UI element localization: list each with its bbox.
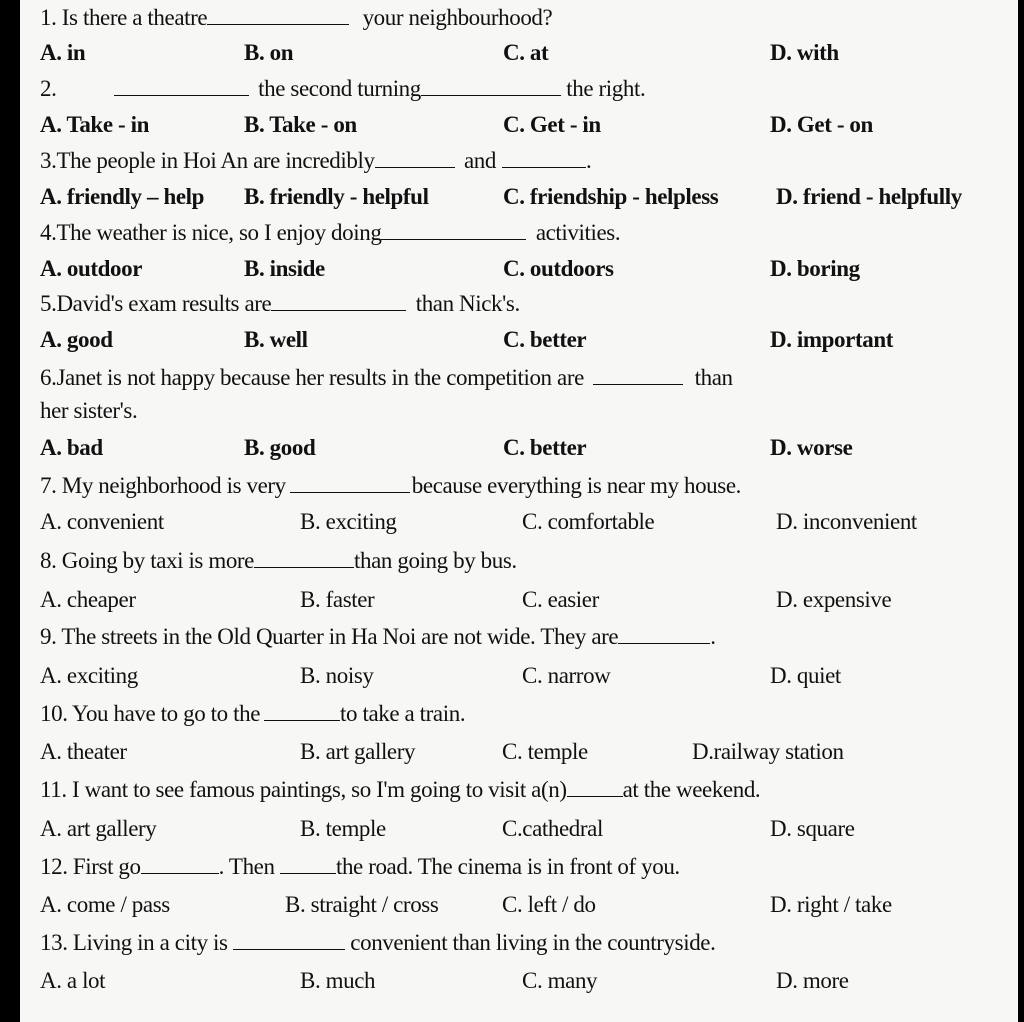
option-d[interactable]: D. expensive	[776, 587, 892, 612]
option-b[interactable]: B. much	[300, 968, 376, 993]
option-a[interactable]: A. exciting	[40, 663, 138, 688]
option-b[interactable]: B. exciting	[300, 509, 397, 534]
option-c[interactable]: C. easier	[522, 587, 599, 612]
option-c[interactable]: C. left / do	[502, 892, 596, 917]
option-b[interactable]: B. good	[244, 435, 316, 460]
answer-blank[interactable]	[290, 472, 410, 493]
answer-blank[interactable]	[280, 853, 336, 874]
answer-blank[interactable]	[593, 364, 683, 385]
question-10: 10. You have to go to the to take a train.	[40, 701, 466, 726]
option-c[interactable]: C. outdoors	[503, 256, 614, 281]
worksheet-page	[20, 0, 1018, 1022]
option-b[interactable]: B. Take - on	[244, 112, 357, 137]
option-b[interactable]: B. on	[244, 40, 294, 65]
option-c[interactable]: C.cathedral	[502, 816, 603, 841]
question-11: 11. I want to see famous paintings, so I'm going to visit a(n) at the weekend.	[40, 777, 761, 802]
answer-blank[interactable]	[271, 290, 406, 311]
answer-blank[interactable]	[618, 623, 710, 644]
option-a[interactable]: A. in	[40, 40, 86, 65]
answer-blank[interactable]	[567, 776, 623, 797]
answer-blank[interactable]	[421, 75, 561, 96]
option-b[interactable]: B. art gallery	[300, 739, 416, 764]
answer-blank[interactable]	[141, 853, 219, 874]
question-6: 6.Janet is not happy because her results in the competition are than	[40, 365, 733, 390]
option-c[interactable]: C. at	[503, 40, 549, 65]
option-a[interactable]: A. bad	[40, 435, 103, 460]
question-13: 13. Living in a city is convenient than living in the countryside.	[40, 930, 716, 955]
option-a[interactable]: A. come / pass	[40, 892, 170, 917]
answer-blank[interactable]	[207, 4, 349, 25]
option-a[interactable]: A. outdoor	[40, 256, 143, 281]
option-b[interactable]: B. noisy	[300, 663, 374, 688]
answer-blank[interactable]	[381, 219, 526, 240]
option-d[interactable]: D. quiet	[770, 663, 841, 688]
option-a[interactable]: A. cheaper	[40, 587, 136, 612]
answer-blank[interactable]	[502, 147, 586, 168]
option-b[interactable]: B. inside	[244, 256, 325, 281]
option-d[interactable]: D. more	[776, 968, 849, 993]
option-d[interactable]: D.railway station	[692, 739, 844, 764]
option-c[interactable]: C. comfortable	[522, 509, 655, 534]
question-12: 12. First go . Then the road. The cinema is in front of you.	[40, 854, 680, 879]
option-c[interactable]: C. better	[503, 327, 587, 352]
option-a[interactable]: A. art gallery	[40, 816, 157, 841]
option-a[interactable]: A. good	[40, 327, 113, 352]
option-b[interactable]: B. faster	[300, 587, 375, 612]
question-6-continued: her sister's.	[40, 398, 138, 423]
question-2: 2. the second turning the right.	[40, 76, 646, 101]
answer-blank[interactable]	[114, 75, 249, 96]
option-d[interactable]: D. worse	[770, 435, 853, 460]
question-3: 3.The people in Hoi An are incredibly and .	[40, 148, 592, 173]
answer-blank[interactable]	[375, 147, 455, 168]
question-4: 4.The weather is nice, so I enjoy doing activities.	[40, 220, 621, 245]
option-d[interactable]: D. Get - on	[770, 112, 873, 137]
option-b[interactable]: B. straight / cross	[285, 892, 439, 917]
option-c[interactable]: C. temple	[502, 739, 588, 764]
option-c[interactable]: C. many	[522, 968, 598, 993]
option-d[interactable]: D. important	[770, 327, 893, 352]
option-c[interactable]: C. narrow	[522, 663, 611, 688]
option-d[interactable]: D. with	[770, 40, 839, 65]
option-b[interactable]: B. friendly - helpful	[244, 184, 429, 209]
option-b[interactable]: B. well	[244, 327, 308, 352]
option-d[interactable]: D. square	[770, 816, 855, 841]
option-d[interactable]: D. boring	[770, 256, 860, 281]
option-a[interactable]: A. convenient	[40, 509, 164, 534]
option-c[interactable]: C. Get - in	[503, 112, 601, 137]
option-d[interactable]: D. inconvenient	[776, 509, 917, 534]
answer-blank[interactable]	[233, 929, 345, 950]
answer-blank[interactable]	[254, 547, 354, 568]
question-5: 5.David's exam results are than Nick's.	[40, 291, 520, 316]
question-1: 1. Is there a theatre your neighbourhood?	[40, 5, 553, 30]
answer-blank[interactable]	[264, 700, 340, 721]
option-d[interactable]: D. friend - helpfully	[776, 184, 962, 209]
question-7: 7. My neighborhood is very because everything is near my house.	[40, 473, 741, 498]
option-a[interactable]: A. a lot	[40, 968, 106, 993]
question-8: 8. Going by taxi is more than going by bus.	[40, 548, 517, 573]
option-a[interactable]: A. theater	[40, 739, 127, 764]
option-c[interactable]: C. friendship - helpless	[503, 184, 719, 209]
question-9: 9. The streets in the Old Quarter in Ha Noi are not wide. They are .	[40, 624, 716, 649]
option-a[interactable]: A. friendly – help	[40, 184, 205, 209]
option-a[interactable]: A. Take - in	[40, 112, 149, 137]
option-d[interactable]: D. right / take	[770, 892, 892, 917]
option-b[interactable]: B. temple	[300, 816, 386, 841]
option-c[interactable]: C. better	[503, 435, 587, 460]
